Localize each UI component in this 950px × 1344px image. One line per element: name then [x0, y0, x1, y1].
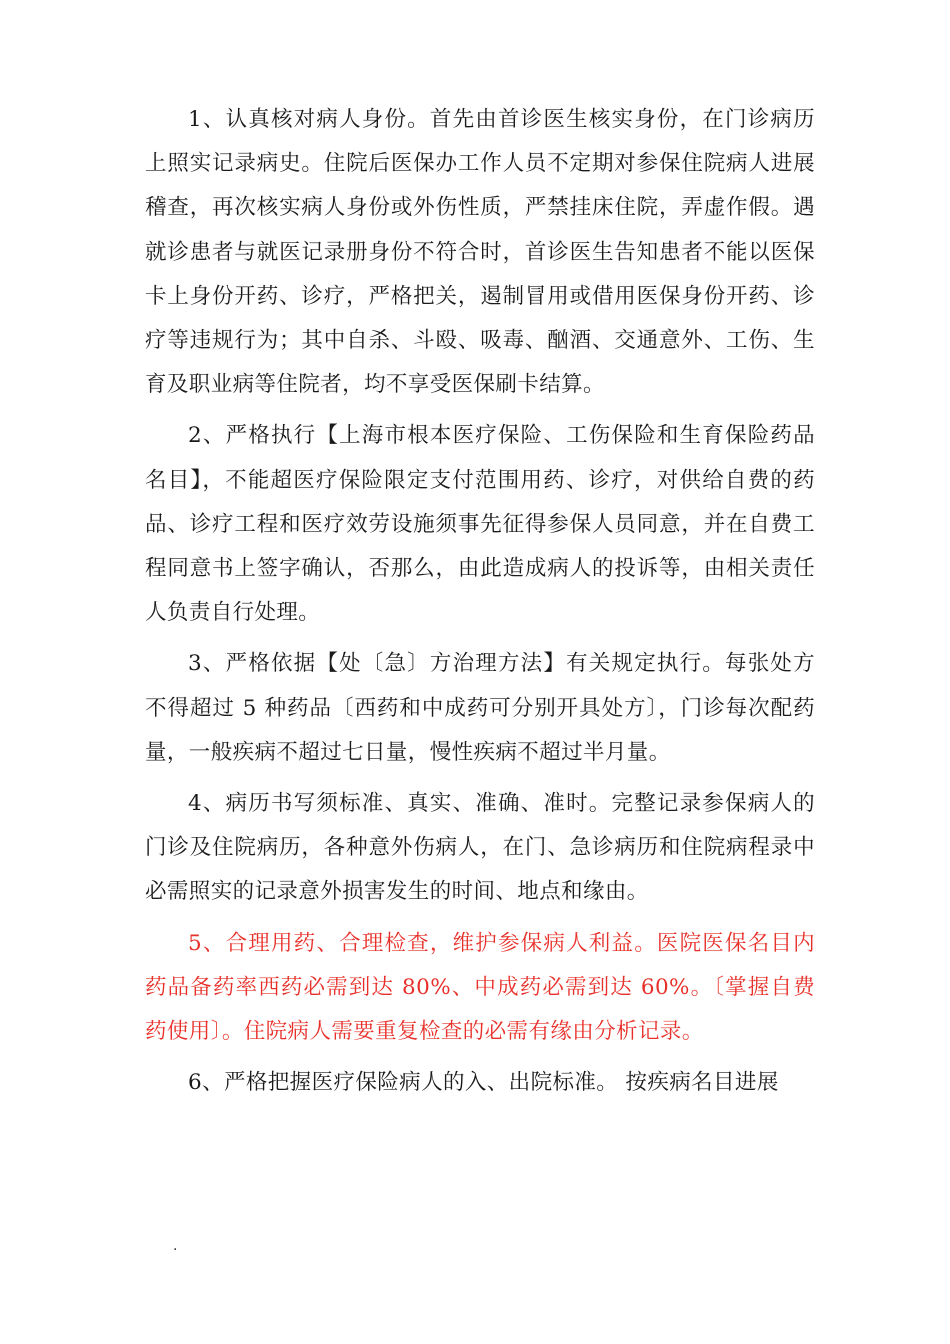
paragraph-1: 1、认真核对病人身份。首先由首诊医生核实身份，在门诊病历上照实记录病史。住院后医保办工作人员不定期对参保住院病人进展稽查，再次核实病人身份或外伤性质，严禁挂床住院，弄虚作假。遇就诊患者与就医记录册身份不符合时，首诊医生告知患者不能以医保卡上身份开药、诊疗，严格把关，遏制冒用或借用医保身份开药、诊疗等违规行为；其中自杀、斗殴、吸毒、酗酒、交通意外、工伤、生育及职业病等住院者，均不享受医保刷卡结算。 [145, 107, 815, 398]
paragraph-5-highlighted: 5、合理用药、合理检查，维护参保病人利益。医院医保名目内药品备药率西药必需到达 80%、中成药必需到达 60%。〔掌握自费药使用〕。住院病人需要重复检查的必需有缘由分析记录。 [145, 930, 815, 1045]
paragraph-2: 2、严格执行【上海市根本医疗保险、工伤保险和生育保险药品名目】，不能超医疗保险限定支付范围用药、诊疗，对供给自费的药品、诊疗工程和医疗效劳设施须事先征得参保人员同意，并在自费工程同意书上签字确认，否那么，由此造成病人的投诉等，由相关责任人负责自行处理。 [145, 423, 815, 626]
paragraph-3: 3、严格依据【处〔急〕方治理方法】有关规定执行。每张处方不得超过 5 种药品〔西药和中成药可分别开具处方〕，门诊每次配药量，一般疾病不超过七日量，慢性疾病不超过半月量。 [145, 651, 815, 765]
footer-mark: . [173, 1238, 178, 1254]
paragraph-4: 4、病历书写须标准、真实、准确、准时。完整记录参保病人的门诊及住院病历，各种意外伤病人，在门、急诊病历和住院病程录中必需照实的记录意外损害发生的时间、地点和缘由。 [145, 791, 815, 905]
paragraph-6: 6、严格把握医疗保险病人的入、出院标准。 按疾病名目进展 [188, 1070, 779, 1096]
document-body [145, 98, 815, 1112]
